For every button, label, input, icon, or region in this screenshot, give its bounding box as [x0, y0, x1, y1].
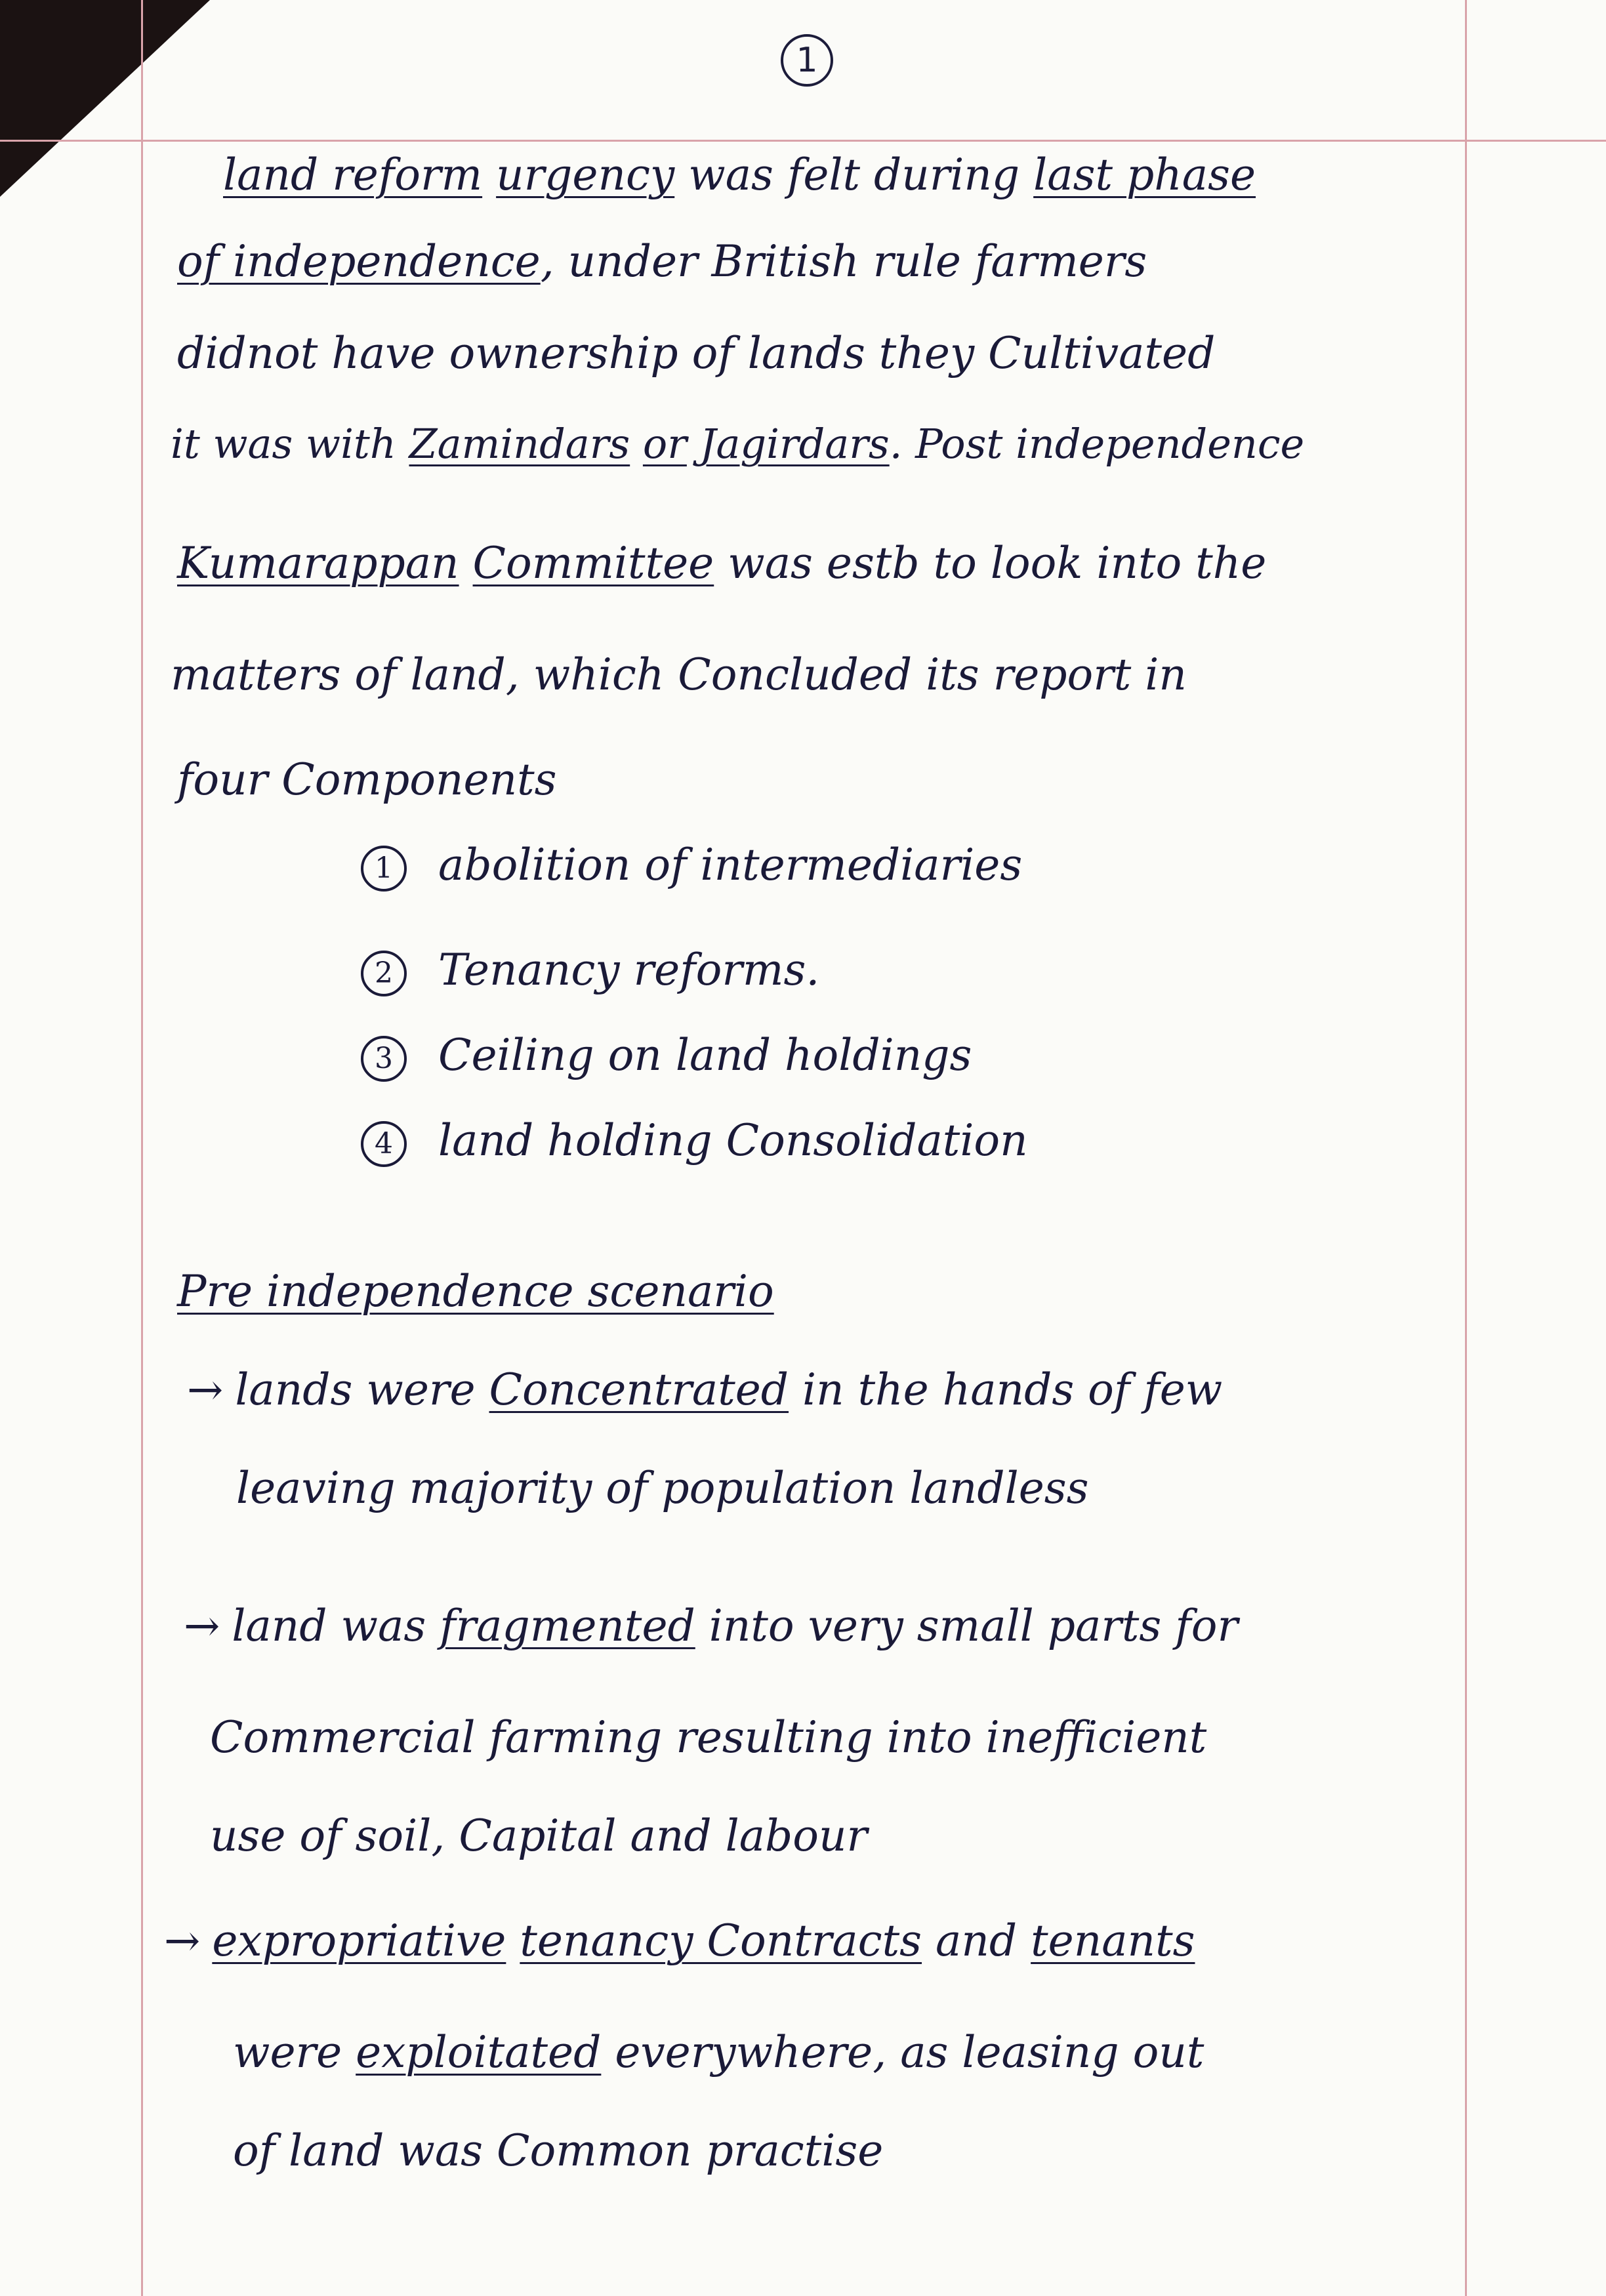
scenario-point-3-line-3: of land was Common practise — [233, 2125, 884, 2176]
intro-line-4 — [171, 420, 1304, 468]
underlined-phrase: expropriative — [212, 1916, 506, 1966]
underlined-phrase: last phase — [1033, 150, 1256, 200]
scenario-point-2-line-3: use of soil, Capital and labour — [210, 1811, 868, 1861]
text-run: lands were — [235, 1364, 476, 1415]
component-text: Ceiling on land holdings — [438, 1030, 972, 1080]
text-run: and — [936, 1916, 1018, 1966]
scenario-point-3-line-1 — [164, 1916, 1195, 1966]
component-text: abolition of intermediaries — [438, 840, 1023, 890]
intro-line-2 — [177, 236, 1147, 287]
section-heading: Pre independence scenario — [177, 1266, 774, 1317]
left-margin-line — [141, 0, 143, 2296]
scenario-point-3-line-2 — [233, 2027, 1204, 2078]
component-item — [361, 1115, 1028, 1167]
underlined-phrase: Jagirdars — [699, 420, 890, 468]
underlined-phrase: tenants — [1031, 1916, 1195, 1966]
arrow-icon: → — [187, 1364, 224, 1415]
text-run: it was with — [171, 420, 396, 468]
number-circle: 3 — [361, 1036, 407, 1082]
underlined-phrase: land reform — [223, 150, 483, 200]
text-run: land was — [232, 1601, 426, 1651]
page-corner-shadow — [0, 0, 210, 197]
intro-line-7: four Components — [177, 754, 557, 805]
text-run: in the hands of few — [802, 1364, 1223, 1415]
number-circle: 1 — [361, 846, 407, 892]
underlined-phrase: Zamindars — [409, 420, 630, 468]
text-run: everywhere, as leasing out — [615, 2027, 1204, 2078]
component-item — [361, 945, 819, 996]
text-run: into very small parts for — [709, 1601, 1238, 1651]
underlined-phrase: fragmented — [440, 1601, 695, 1651]
underlined-phrase: exploitated — [356, 2027, 602, 2078]
component-text: Tenancy reforms. — [438, 945, 820, 995]
scenario-point-2-line-1 — [184, 1601, 1238, 1651]
intro-line-6: matters of land, which Concluded its report in — [171, 649, 1187, 700]
arrow-icon: → — [164, 1916, 201, 1966]
scenario-point-1-line-1 — [187, 1364, 1222, 1415]
arrow-icon: → — [184, 1601, 220, 1651]
intro-line-5 — [177, 538, 1266, 588]
number-circle: 2 — [361, 951, 407, 996]
top-margin-line — [0, 140, 1606, 142]
number-circle: 4 — [361, 1121, 407, 1167]
underlined-phrase: Concentrated — [489, 1364, 789, 1415]
text-run: was estb to look into the — [728, 538, 1267, 588]
scenario-point-2-line-2: Commercial farming resulting into inefficient — [210, 1712, 1207, 1763]
underlined-phrase: or — [642, 420, 687, 468]
page-number: 1 — [781, 34, 833, 87]
underlined-phrase: Committee — [472, 538, 714, 588]
text-run: were — [233, 2027, 342, 2078]
component-item — [361, 1030, 972, 1082]
text-run: , under British rule farmers — [540, 236, 1147, 287]
text-run: was felt during — [688, 150, 1020, 200]
component-item — [361, 840, 1022, 892]
component-text: land holding Consolidation — [438, 1115, 1028, 1166]
text-run: . Post independence — [889, 420, 1305, 468]
scenario-point-1-line-2: leaving majority of population landless — [236, 1463, 1089, 1513]
underlined-phrase: tenancy Contracts — [520, 1916, 922, 1966]
underlined-phrase: urgency — [496, 150, 675, 200]
intro-line-3: didnot have ownership of lands they Cultivated — [177, 328, 1216, 379]
underlined-phrase: of independence — [177, 236, 541, 287]
underlined-phrase: Kumarappan — [177, 538, 459, 588]
intro-line-1 — [223, 150, 1256, 200]
right-margin-line — [1465, 0, 1467, 2296]
